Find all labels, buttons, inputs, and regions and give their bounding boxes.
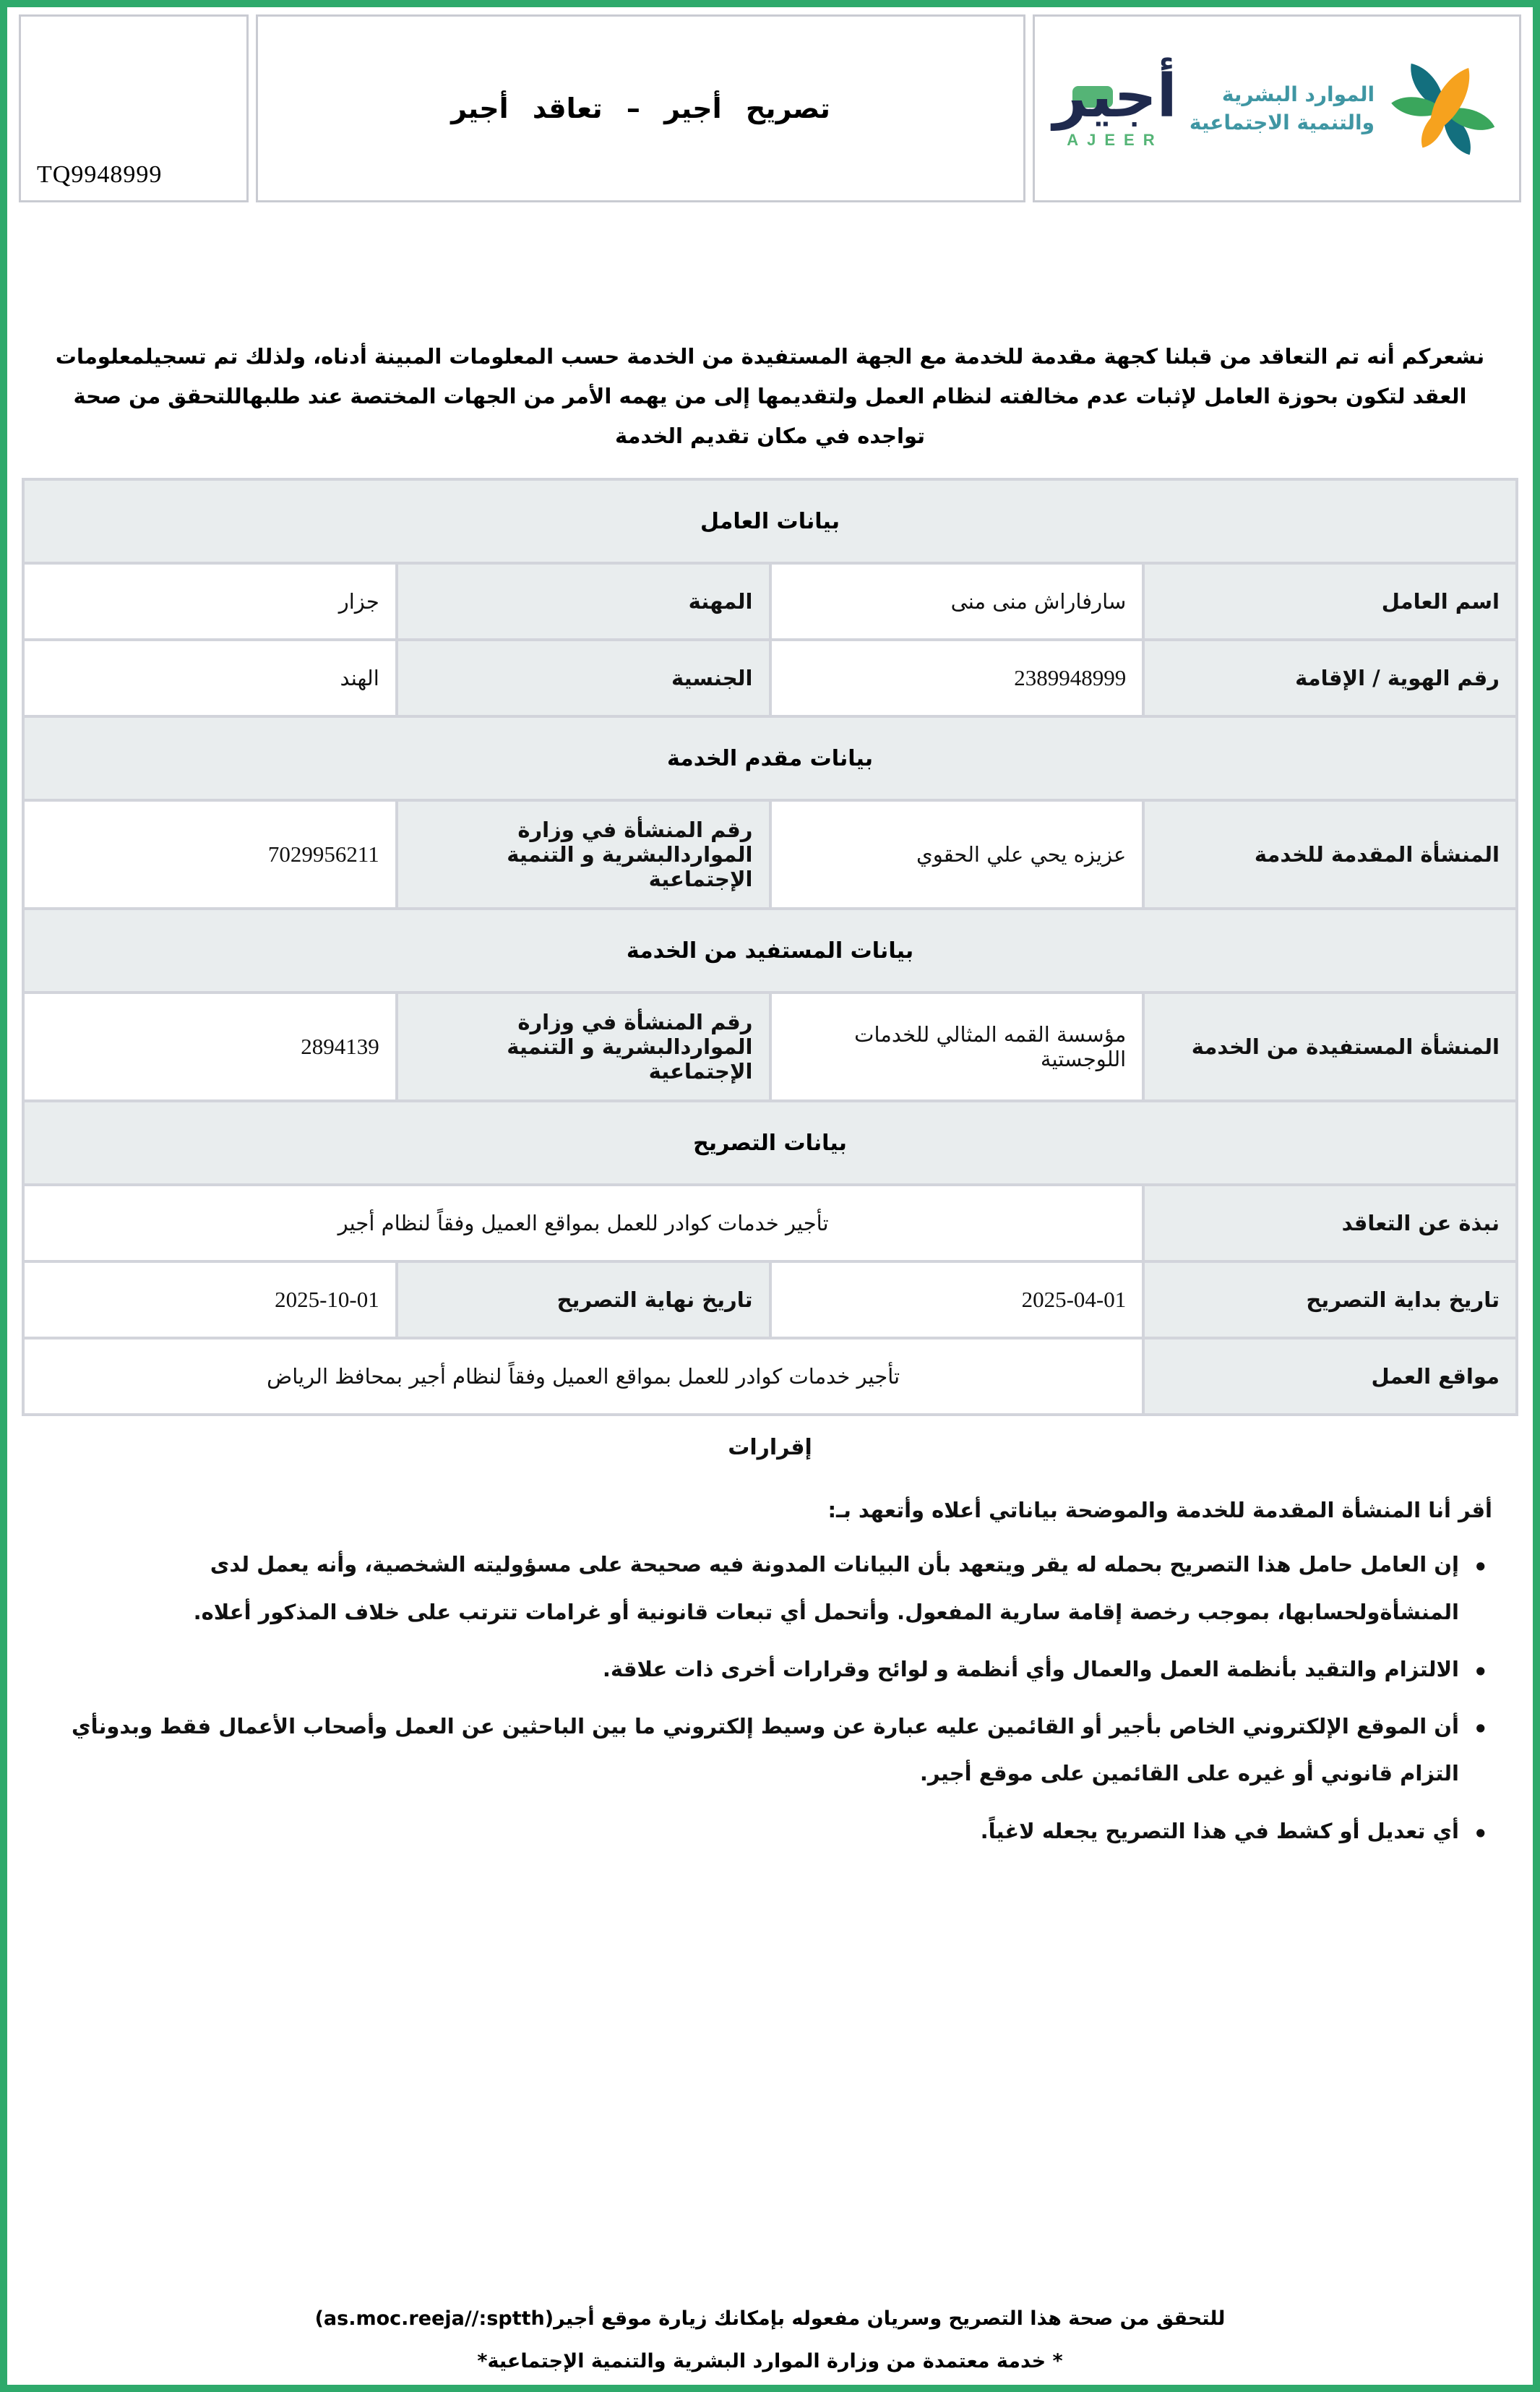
section-header-worker: بيانات العامل [23, 479, 1517, 563]
beneficiary-establishment-label: المنشأة المستفيدة من الخدمة [1143, 993, 1517, 1101]
provider-establishment-label: المنشأة المقدمة للخدمة [1143, 800, 1517, 909]
nationality-value: الهند [23, 640, 397, 716]
provider-number-value: 7029956211 [23, 800, 397, 909]
ajeer-logo-arabic-wordmark: أجير [1053, 62, 1177, 131]
profession-value: جزار [23, 563, 397, 640]
profession-label: المهنة [397, 563, 770, 640]
permit-end-date-value: 2025-10-01 [23, 1261, 397, 1338]
footer-accreditation-line: * خدمة معتمدة من وزارة الموارد البشرية والتنمية الإجتماعية* [477, 2349, 1063, 2372]
page-title: تصريح أجير – تعاقد أجير [451, 93, 830, 124]
id-number-value: 2389948999 [770, 640, 1144, 716]
beneficiary-establishment-value: مؤسسة القمه المثالي للخدمات اللوجستية [770, 993, 1144, 1101]
title-box [256, 14, 1025, 202]
table-row [23, 563, 1517, 640]
declaration-item: • الالتزام والتقيد بأنظمة العمل والعمال وأي أنظمة و لوائح وقرارات أخرى ذات علاقة. [48, 1646, 1492, 1693]
permit-code: TQ9948999 [37, 161, 163, 188]
permit-table [22, 478, 1518, 1416]
permit-end-date-label: تاريخ نهاية التصريح [397, 1261, 770, 1338]
table-row [23, 800, 1517, 909]
worker-name-value: سارفاراش منى منى [770, 563, 1144, 640]
permit-start-date-value: 2025-04-01 [770, 1261, 1144, 1338]
permit-code-box [19, 14, 249, 202]
declarations-intro: أقر أنا المنشأة المقدمة للخدمة والموضحة بياناتي أعلاه وأتعهد بـ: [827, 1498, 1492, 1523]
contract-about-label: نبذة عن التعاقد [1143, 1185, 1517, 1261]
table-row [23, 1185, 1517, 1261]
provider-establishment-value: عزيزه يحي علي الحقوي [770, 800, 1144, 909]
logos-box [1033, 14, 1521, 202]
declaration-item: • إن العامل حامل هذا التصريح بحمله له يقر ويتعهد بأن البيانات المدونة فيه صحيحة على مسؤوليته الشخصية، وأنه يعمل لدى المنشأةولحسابها، بموجب رخصة إقامة سارية المفعول. وأتحمل أي تبعات قانونية أو غرامات تترتب على خلاف المذكور أعلاه. [48, 1541, 1492, 1636]
nationality-label: الجنسية [397, 640, 770, 716]
declaration-item: • أي تعديل أو كشط في هذا التصريح يجعله لاغياً. [48, 1808, 1492, 1855]
ajeer-logo [1046, 62, 1184, 150]
declarations-list [48, 1541, 1492, 1855]
work-locations-label: مواقع العمل [1143, 1338, 1517, 1415]
table-row [23, 1261, 1517, 1338]
document-footer [7, 2292, 1533, 2376]
table-row [23, 640, 1517, 716]
beneficiary-number-label: رقم المنشأة في وزارة المواردالبشرية و التنمية الإجتماعية [397, 993, 770, 1101]
work-locations-value: تأجير خدمات كوادر للعمل بمواقع العميل وفقاً لنظام أجير بمحافظ الرياض [23, 1338, 1143, 1415]
provider-number-label: رقم المنشأة في وزارة المواردالبشرية و التنمية الإجتماعية [397, 800, 770, 909]
section-header-provider: بيانات مقدم الخدمة [23, 716, 1517, 800]
ministry-logo-line1: الموارد البشرية [1221, 82, 1375, 106]
worker-name-label: اسم العامل [1143, 563, 1517, 640]
section-header-beneficiary: بيانات المستفيد من الخدمة [23, 909, 1517, 993]
id-number-label: رقم الهوية / الإقامة [1143, 640, 1517, 716]
ministry-logo [1190, 47, 1507, 170]
ministry-logo-line2: والتنمية الاجتماعية [1189, 111, 1375, 134]
permit-start-date-label: تاريخ بداية التصريح [1143, 1261, 1517, 1338]
document-header [19, 14, 1521, 202]
footer-verification-line: للتحقق من صحة هذا التصريح وسريان مفعوله بإمكانك زيارة موقع أجير(as.moc.reeja//:sptth) [314, 2307, 1226, 2330]
table-row [23, 993, 1517, 1101]
declaration-item: • أن الموقع الإلكتروني الخاص بأجير أو القائمين عليه عبارة عن وسيط إلكتروني ما بين الباحثين عن العمل وأصحاب الأعمال فقط وبدونأي التزام قانوني أو غيره على القائمين على موقع أجير. [48, 1703, 1492, 1798]
contract-about-value: تأجير خدمات كوادر للعمل بمواقع العميل وفقاً لنظام أجير [23, 1185, 1143, 1261]
beneficiary-number-value: 2894139 [23, 993, 397, 1101]
table-row [23, 1338, 1517, 1415]
section-header-permit: بيانات التصريح [23, 1101, 1517, 1185]
ministry-palm-star-icon [1385, 47, 1507, 170]
intro-paragraph: نشعركم أنه تم التعاقد من قبلنا كجهة مقدمة للخدمة مع الجهة المستفيدة من الخدمة حسب المعلومات المبينة أدناه، ولذلك تم تسجيلمعلومات العقد لتكون بحوزة العامل لإثبات عدم مخالفته لنظام العمل ولتقديمها إلى من يهمه الأمر من الجهات المختصة عند طلبهاللتحقق من صحة تواجده في مكان تقديم الخدمة [55, 344, 1485, 449]
ajeer-logo-latin-wordmark: AJEER [1067, 131, 1163, 149]
ministry-logo-text [1190, 80, 1375, 137]
declarations-title: إقرارات [728, 1435, 812, 1461]
